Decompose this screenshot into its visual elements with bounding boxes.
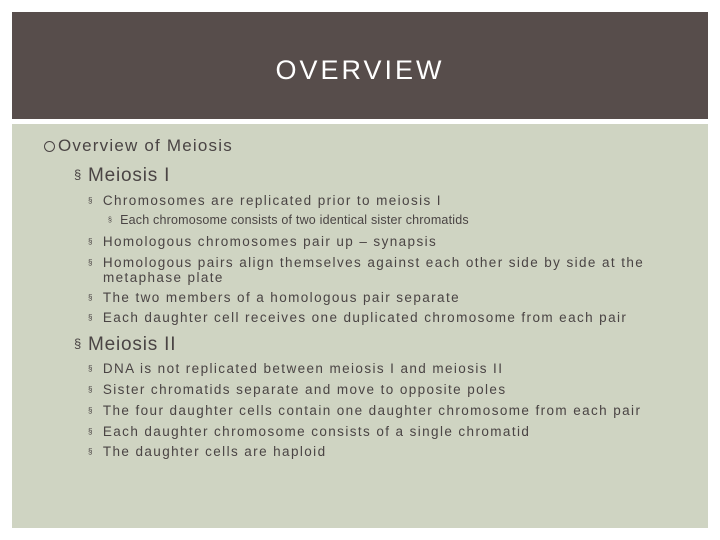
list-item: § DNA is not replicated between meiosis I and meiosis II bbox=[88, 361, 504, 376]
list-item: § Homologous chromosomes pair up – synapsis bbox=[88, 234, 438, 249]
square-bullet-icon: § bbox=[74, 336, 83, 351]
list-item: § The two members of a homologous pair separate bbox=[88, 290, 461, 305]
square-bullet-icon: § bbox=[88, 447, 94, 456]
square-bullet-icon: § bbox=[108, 217, 113, 224]
square-bullet-icon: § bbox=[88, 196, 94, 205]
level1-item bbox=[44, 136, 233, 156]
list-subitem: § Each chromosome consists of two identical sister chromatids bbox=[108, 213, 469, 227]
level1-text: Overview of Meiosis bbox=[58, 136, 233, 155]
hollow-circle-bullet-icon bbox=[44, 141, 55, 152]
square-bullet-icon: § bbox=[74, 167, 83, 182]
list-item: § Sister chromatids separate and move to opposite poles bbox=[88, 382, 507, 397]
list-item: § Each daughter chromosome consists of a single chromatid bbox=[88, 424, 531, 439]
title-bar bbox=[12, 12, 708, 119]
content-area bbox=[12, 124, 708, 528]
list-item: § Chromosomes are replicated prior to meiosis I bbox=[88, 193, 442, 208]
square-bullet-icon: § bbox=[88, 364, 94, 373]
square-bullet-icon: § bbox=[88, 385, 94, 394]
list-item: § The four daughter cells contain one daughter chromosome from each pair bbox=[88, 403, 642, 418]
square-bullet-icon: § bbox=[88, 313, 94, 322]
list-item: § Each daughter cell receives one duplicated chromosome from each pair bbox=[88, 310, 628, 325]
square-bullet-icon: § bbox=[88, 237, 94, 246]
list-item: § The daughter cells are haploid bbox=[88, 444, 327, 459]
square-bullet-icon: § bbox=[88, 258, 94, 267]
square-bullet-icon: § bbox=[88, 406, 94, 415]
square-bullet-icon: § bbox=[88, 293, 94, 302]
square-bullet-icon: § bbox=[88, 427, 94, 436]
list-item: § Homologous pairs align themselves against each other side by side at the metaphase plate bbox=[88, 255, 645, 285]
section-heading-meiosis-2: § Meiosis II bbox=[74, 334, 177, 355]
section-heading-meiosis-1: § Meiosis I bbox=[74, 165, 171, 186]
slide-title: OVERVIEW bbox=[275, 55, 445, 85]
